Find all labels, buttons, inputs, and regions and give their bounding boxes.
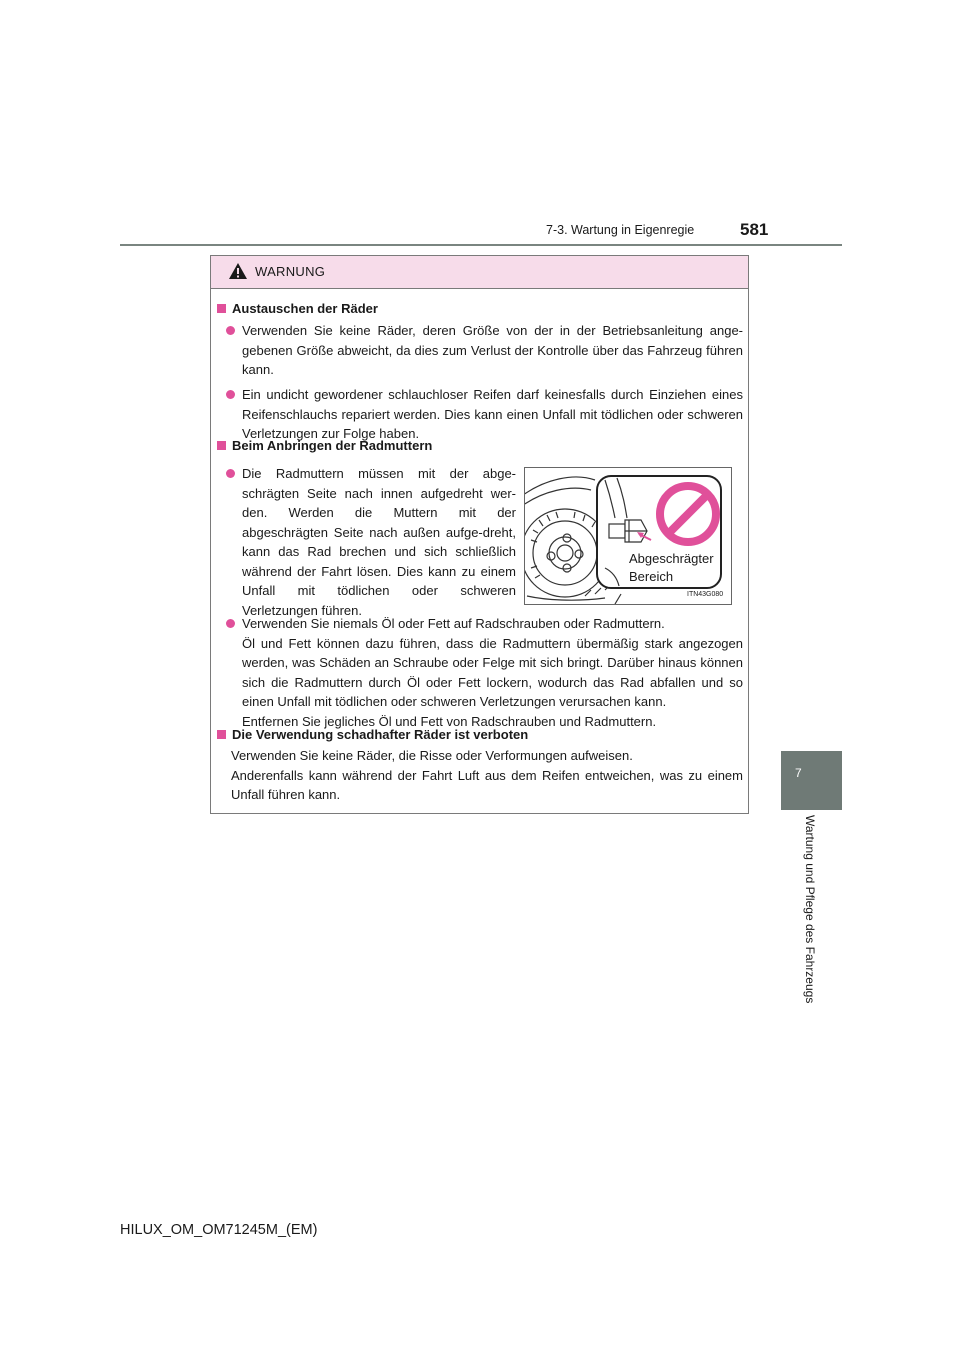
wheel-nut-figure (524, 467, 732, 605)
square-bullet-icon (217, 730, 226, 739)
square-bullet-icon (217, 441, 226, 450)
warning-box (210, 255, 749, 814)
figure-code: ITN43G080 (687, 591, 724, 598)
figure-label: Abgeschrägter Bereich (629, 551, 714, 584)
warning-title: WARNUNG (255, 264, 326, 279)
dot-bullet-icon (226, 326, 235, 335)
list-item: Verwenden Sie niemals Öl oder Fett auf Radschrauben oder Radmuttern. Öl und Fett können dazu führen, dass die Radmuttern übermäßig stark angezogen werden, was Schäden an Schraube oder Felge mit sich bringt. Darüber hinaus können sich die Radmuttern durch Öl oder Fett lockern, wodurch das Rad abfallen und so einen Unfall mit tödlichen oder schweren Verletzungen verursachen kann. Entfernen Sie jegliches Öl und Fett von Radschrauben und Radmuttern. (226, 614, 743, 731)
section-heading-radmuttern: Beim Anbringen der Radmuttern (217, 438, 432, 453)
square-bullet-icon (217, 304, 226, 313)
warning-header (211, 256, 748, 289)
dot-bullet-icon (226, 469, 235, 478)
dot-bullet-icon (226, 390, 235, 399)
chapter-number: 7 (795, 766, 802, 780)
page-number: 581 (740, 220, 769, 239)
warning-triangle-icon (228, 262, 248, 280)
section-heading-raeder: Austauschen der Räder (217, 301, 378, 316)
section-heading-schadhafte-raeder: Die Verwendung schadhafter Räder ist verboten (217, 727, 528, 742)
list-item: Die Radmuttern müssen mit der abge-schrägten Seite nach innen aufgedreht wer-den. Werden die Muttern mit der abgeschrägten Seite nach außen aufge-dreht, kann das Rad brechen und sich schließlich während der Fahrt lösen. Dies kann zu einem Unfall mit tödlichen oder schweren Verletzungen führen. (226, 464, 516, 620)
document-code: HILUX_OM_OM71245M_(EM) (120, 1222, 318, 1238)
section-title: 7-3. Wartung in Eigenregie (546, 223, 695, 237)
chapter-tab (781, 751, 842, 810)
dot-bullet-icon (226, 619, 235, 628)
list-item: Verwenden Sie keine Räder, deren Größe von der in der Betriebsanleitung ange-gebenen Größe abweicht, da dies zum Verlust der Kontrolle über das Fahrzeug führen kann. (226, 321, 743, 380)
chapter-title: Wartung und Pflege des Fahrzeugs (803, 815, 817, 1004)
paragraph: Verwenden Sie keine Räder, die Risse oder Verformungen aufweisen. Anderenfalls kann während der Fahrt Luft aus dem Reifen entweichen, was zu einem Unfall führen kann. (231, 748, 743, 802)
header-rule (120, 244, 842, 246)
list-item: Ein undicht gewordener schlauchloser Reifen darf keinesfalls durch Einziehen eines Reifenschlauchs repariert werden. Dies kann einen Unfall mit tödlichen oder schweren Verletzungen zur Folge haben. (226, 385, 743, 444)
